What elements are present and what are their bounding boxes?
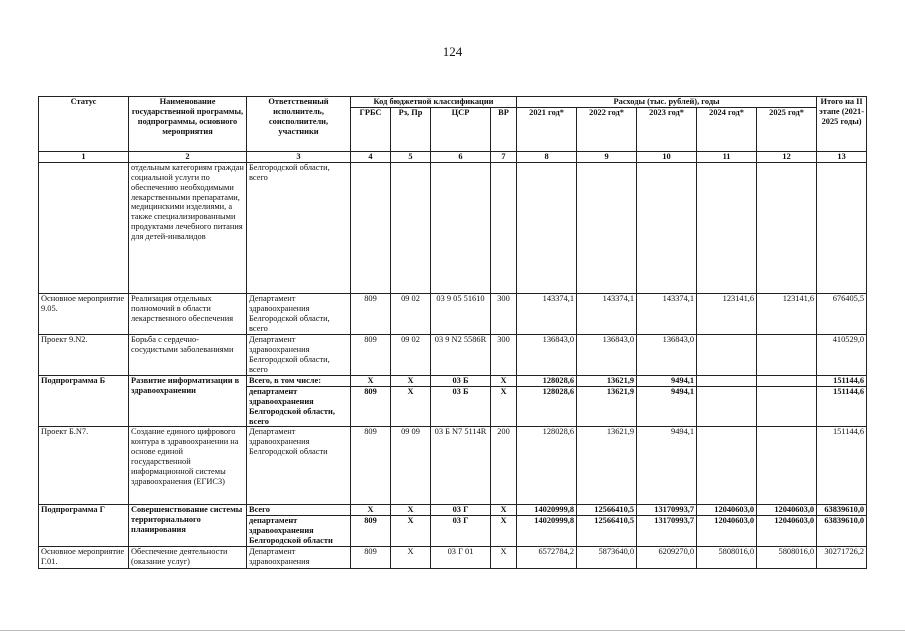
row-2025 [757,386,817,427]
page-number: 124 [442,44,463,59]
row-status: Проект Б.N7. [39,427,129,505]
row-responsible: департамент здравоохранения Белгородской области [247,516,351,547]
row-name: Развитие информатизации в здравоохранении [129,375,247,427]
row-vr: 200 [491,427,517,505]
row-total: 63839610,0 [817,505,867,516]
row-2021: 128028,6 [517,386,577,427]
row-rz: 09 02 [391,293,431,334]
row-2021: 136843,0 [517,334,577,375]
table-row [39,162,867,293]
row-2024 [697,386,757,427]
row-2025 [757,162,817,293]
col-number: 12 [757,151,817,162]
row-2024 [697,334,757,375]
row-grbs: X [351,505,391,516]
row-total: 151144,6 [817,386,867,427]
header-2022: 2022 год* [577,107,637,151]
row-2025: 123141,6 [757,293,817,334]
header-rz: Рз, Пр [391,107,431,151]
row-rz: 09 02 [391,334,431,375]
row-2025: 12040603,0 [757,505,817,516]
row-grbs: 809 [351,516,391,547]
column-number-row [39,151,867,162]
row-grbs: X [351,375,391,386]
row-vr: X [491,516,517,547]
col-number: 10 [637,151,697,162]
row-2025 [757,375,817,386]
row-2021: 128028,6 [517,375,577,386]
row-name: отдельным категориям граждан социальной услуги по обеспечению необходимыми лекарственными препаратами, медицинскими изделиями, а также специализированными продуктами лечебного питания для детей-инвалидов [129,162,247,293]
row-total [817,162,867,293]
header-vr: ВР [491,107,517,151]
row-vr: X [491,386,517,427]
row-vr [491,162,517,293]
row-csr: 03 9 05 51610 [431,293,491,334]
row-name: Реализация отдельных полномочий в области лекарственного обеспечения [129,293,247,334]
row-vr: 300 [491,334,517,375]
row-2024: 12040603,0 [697,516,757,547]
budget-table [38,96,867,569]
row-2022: 13621,9 [577,427,637,505]
row-csr: 03 Б [431,375,491,386]
row-2023: 143374,1 [637,293,697,334]
row-2023: 9494,1 [637,427,697,505]
row-csr: 03 Г [431,516,491,547]
row-total: 63839610,0 [817,516,867,547]
row-2023: 9494,1 [637,375,697,386]
header-grbs: ГРБС [351,107,391,151]
col-number: 2 [129,151,247,162]
col-number: 11 [697,151,757,162]
row-responsible: Департамент здравоохранения Белгородской области, всего [247,334,351,375]
row-2021: 143374,1 [517,293,577,334]
row-grbs: 809 [351,334,391,375]
table-row [39,334,867,375]
row-2024: 5808016,0 [697,547,757,569]
row-2022 [577,162,637,293]
row-2025 [757,334,817,375]
row-status [39,162,129,293]
row-status: Основное мероприятие Г.01. [39,547,129,569]
header-2024: 2024 год* [697,107,757,151]
row-2022: 13621,9 [577,375,637,386]
col-number: 9 [577,151,637,162]
table-row [39,375,867,386]
row-2021 [517,162,577,293]
table-row [39,293,867,334]
col-number: 1 [39,151,129,162]
row-csr: 03 Б [431,386,491,427]
row-csr [431,162,491,293]
row-name: Обеспечение деятельности (оказание услуг) [129,547,247,569]
row-grbs: 809 [351,386,391,427]
row-status: Подпрограмма Г [39,505,129,547]
row-rz: X [391,375,431,386]
row-2023: 6209270,0 [637,547,697,569]
row-2024 [697,162,757,293]
row-responsible: Департамент здравоохранения Белгородской области, всего [247,293,351,334]
row-2022: 12566410,5 [577,516,637,547]
header-total: Итого на II этапе (2021-2025 годы) [817,97,867,152]
col-number: 4 [351,151,391,162]
row-name: Создание единого цифрового контура в здравоохранении на основе единой государственной информационной системы здравоохранения (ЕГИСЗ) [129,427,247,505]
row-csr: 03 Г [431,505,491,516]
header-2021: 2021 год* [517,107,577,151]
col-number: 13 [817,151,867,162]
row-2023: 136843,0 [637,334,697,375]
row-2021: 128028,6 [517,427,577,505]
row-rz [391,162,431,293]
row-responsible: Департамент здравоохранения Белгородской области [247,427,351,505]
row-status: Проект 9.N2. [39,334,129,375]
row-2023: 13170993,7 [637,516,697,547]
row-total: 676405,5 [817,293,867,334]
row-csr: 03 9 N2 5586R [431,334,491,375]
row-2023: 13170993,7 [637,505,697,516]
header-status: Статус [39,97,129,152]
row-grbs: 809 [351,427,391,505]
row-rz: X [391,505,431,516]
row-status: Подпрограмма Б [39,375,129,427]
row-total: 151144,6 [817,375,867,386]
row-total: 410529,0 [817,334,867,375]
row-2021: 14020999,8 [517,516,577,547]
row-2023: 9494,1 [637,386,697,427]
row-2022: 13621,9 [577,386,637,427]
row-2023 [637,162,697,293]
row-2025 [757,427,817,505]
row-2025: 5808016,0 [757,547,817,569]
row-2021: 6572784,2 [517,547,577,569]
row-2024 [697,375,757,386]
row-grbs [351,162,391,293]
row-2024 [697,427,757,505]
row-name: Борьба с сердечно-сосудистыми заболеваниями [129,334,247,375]
row-2022: 12566410,5 [577,505,637,516]
row-csr: 03 Б N7 5114R [431,427,491,505]
col-number: 5 [391,151,431,162]
row-rz: X [391,386,431,427]
table-row [39,547,867,569]
header-name: Наименование государственной программы, подпрограммы, основного мероприятия [129,97,247,152]
col-number: 8 [517,151,577,162]
row-2025: 12040603,0 [757,516,817,547]
row-responsible: департамент здравоохранения Белгородской области, всего [247,386,351,427]
header-2023: 2023 год* [637,107,697,151]
header-csr: ЦСР [431,107,491,151]
row-responsible: Всего, в том числе: [247,375,351,386]
row-csr: 03 Г 01 [431,547,491,569]
col-number: 7 [491,151,517,162]
row-2024: 123141,6 [697,293,757,334]
row-vr: 300 [491,293,517,334]
row-status: Основное мероприятие 9.05. [39,293,129,334]
table-row [39,505,867,516]
row-vr: X [491,375,517,386]
table-row [39,427,867,505]
row-name: Совершенствование системы территориального планирования [129,505,247,547]
row-grbs: 809 [351,293,391,334]
header-budget-code: Код бюджетной классификации [351,97,517,108]
col-number: 3 [247,151,351,162]
header-responsible: Ответственный исполнитель, соисполнители, участники [247,97,351,152]
row-total: 30271726,2 [817,547,867,569]
row-vr: X [491,505,517,516]
row-responsible: Департамент здравоохранения [247,547,351,569]
row-total: 151144,6 [817,427,867,505]
row-grbs: 809 [351,547,391,569]
row-rz: 09 09 [391,427,431,505]
col-number: 6 [431,151,491,162]
row-rz: X [391,547,431,569]
row-2022: 5873640,0 [577,547,637,569]
row-rz: X [391,516,431,547]
header-2025: 2025 год* [757,107,817,151]
row-2021: 14020999,8 [517,505,577,516]
row-vr: X [491,547,517,569]
row-responsible: Всего [247,505,351,516]
row-2024: 12040603,0 [697,505,757,516]
header-expenses: Расходы (тыс. рублей), годы [517,97,817,108]
row-responsible: Белгородской области, всего [247,162,351,293]
page-bottom-edge [0,630,905,635]
row-2022: 143374,1 [577,293,637,334]
row-2022: 136843,0 [577,334,637,375]
